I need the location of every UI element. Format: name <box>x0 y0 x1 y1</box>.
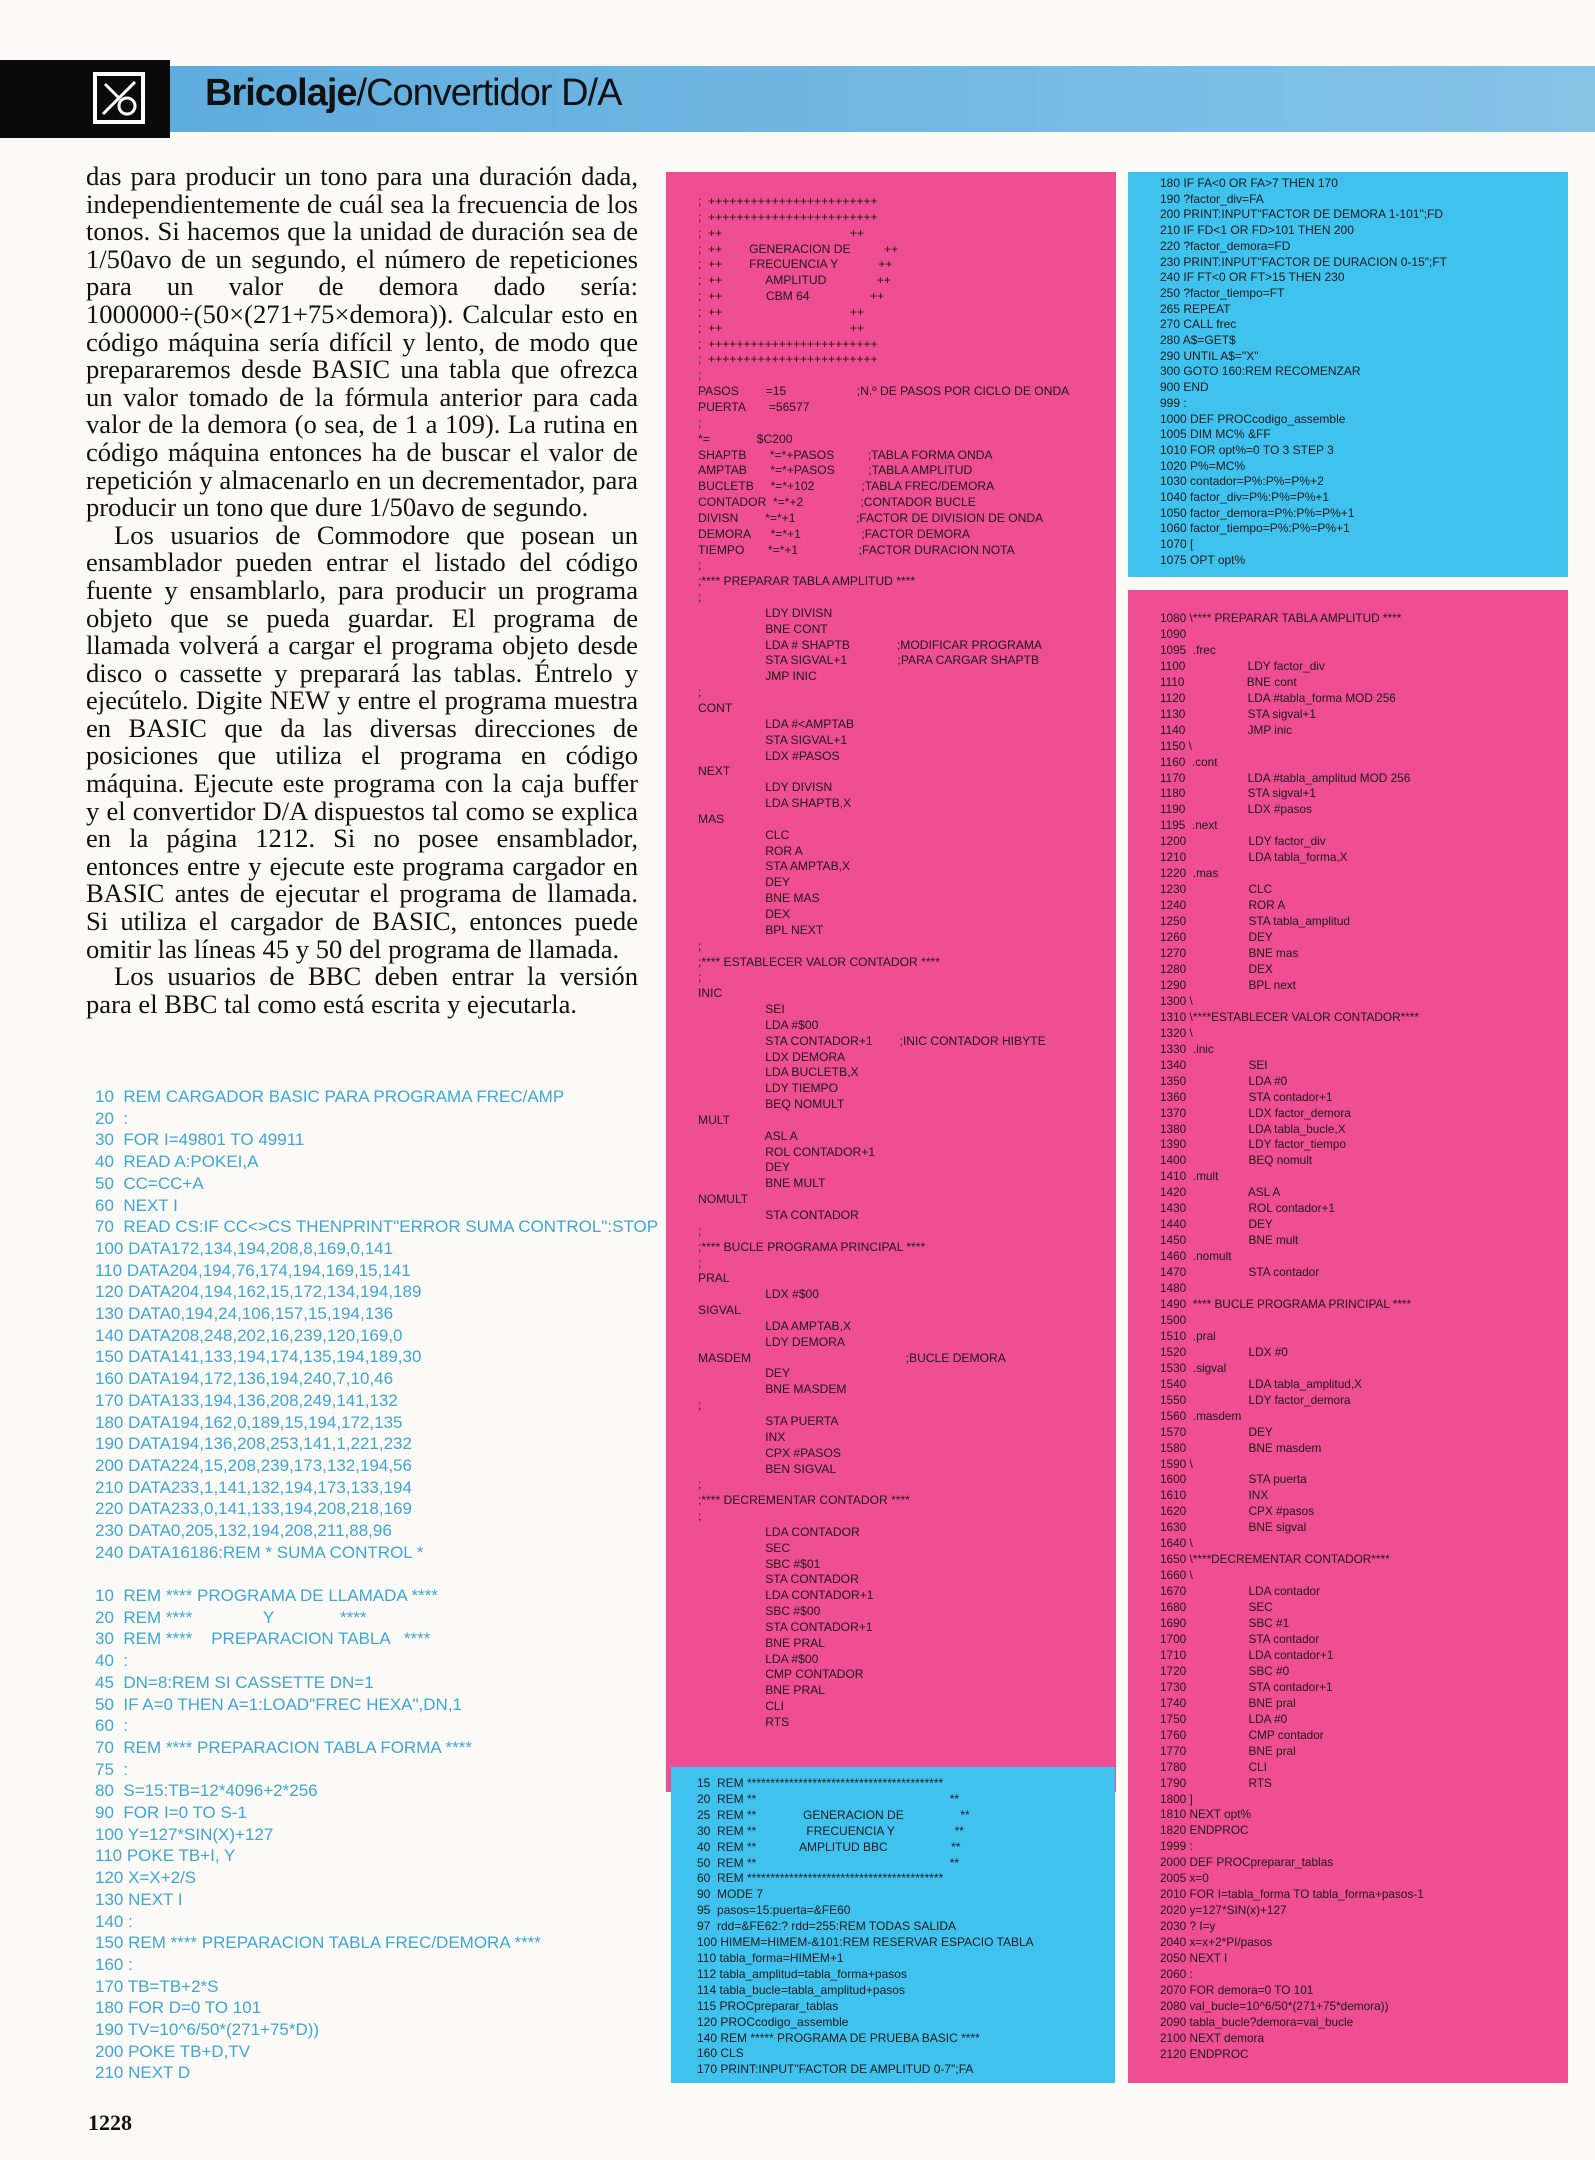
paragraph-2: Los usuarios de Commodore que posean un ensamblador pueden entrar el listado del código fuente y ensamblarlo, para producir un programa objeto que se pueda guardar. El programa de llamada volverá a cargar el programa objeto desde disco o cassette y preparará las tablas. Éntrelo y ejecútelo. Digite NEW y entre el programa muestra en BASIC que da las diversas direcciones de posiciones que utiliza el programa en código máquina. Ejecute este programa con la caja buffer y el convertidor D/A dispuestos tal como se explica en la página 1212. Si no posee ensamblador, entonces entre y ejecute este programa cargador en BASIC antes de ejecutar el programa de llamada. Si utiliza el cargador de BASIC, entonces puede omitir las líneas 45 y 50 del programa de llamada. <box>86 519 638 964</box>
section-title <box>205 72 621 115</box>
article-body <box>86 163 638 1018</box>
tools-icon <box>97 76 141 120</box>
diy-icon <box>93 72 145 124</box>
paragraph-1: das para producir un tono para una duración dada, independientemente de cuál sea la frecuencia de los tonos. Si hacemos que la unidad de duración sea de 1/50avo de un segundo, el número de repeticiones para un valor de demora dado sería: 1000000÷(50×(271+75×demora)). Calcular esto en código máquina sería difícil y lento, de modo que prepararemos desde BASIC una tabla que ofrezca un valor tomado de la fórmula anterior para cada valor de la demora (o sea, de 1 a 109). La rutina en código máquina entonces ha de buscar el valor de repetición y almacenarlo en un decrementador, para producir un tono que dure 1/50avo de segundo. <box>86 161 638 523</box>
section-name: Bricolaje <box>205 72 357 114</box>
page-number: 1228 <box>88 2110 132 2135</box>
bbc-listing-b: 180 IF FA<0 OR FA>7 THEN 170 190 ?factor_div=FA 200 PRINT:INPUT"FACTOR DE DEMORA 1-101";FD 210 IF FD<1 OR FD>101 THEN 200 220 ?factor_demora=FD 230 PRINT:INPUT"FACTOR DE DURACION 0-15";FT 240 IF FT<0 OR FT>15 THEN 230 250 ?factor_tiempo=FT 265 REPEAT 270 CALL frec 280 A$=GET$ 290 UNTIL A$="X" 300 GOTO 160:REM RECOMENZAR 900 END 999 : 1000 DEF PROCcodigo_assemble 1005 DIM MC% &FF 1010 FOR opt%=0 TO 3 STEP 3 1020 P%=MC% 1030 contador=P%:P%=P%+2 1040 factor_div=P%:P%=P%+1 1050 factor_demora=P%:P%=P%+1 1060 factor_tiempo=P%:P%=P%+1 1070 [ 1075 OPT opt% <box>1160 176 1448 567</box>
cbm64-assembler-listing: ; ++++++++++++++++++++++++ ; ++++++++++++++++++++++++ ; ++ ++ ; ++ GENERACION DE ++ ; ++ FRECUENCIA Y ++ ; ++ AMPLITUD ++ ; ++ CBM 64 ++ ; ++ ++ ; ++ ++ ; ++++++++++++++++++++++++ ; ++++++++++++++++++++++++ ; PASOS =15 ;N.º DE PASOS POR CICLO DE ONDA PUERTA =56577 ; *= $C200 SHAPTB *=*+PASOS ;TABLA FORMA ONDA AMPTAB *=*+PASOS ;TABLA AMPLITUD BUCLETB *=*+102 ;TABLA FREC/DEMORA CONTADOR *=*+2 ;CONTADOR BUCLE DIVISN *=*+1 ;FACTOR DE DIVISION DE ONDA DEMORA *=*+1 ;FACTOR DEMORA TIEMPO *=*+1 ;FACTOR DURACION NOTA ; ;**** PREPARAR TABLA AMPLITUD **** ; LDY DIVISN BNE CONT LDA # SHAPTB ;MODIFICAR PROGRAMA STA SIGVAL+1 ;PARA CARGAR SHAPTB JMP INIC ; CONT LDA #<AMPTAB STA SIGVAL+1 LDX #PASOS NEXT LDY DIVISN LDA SHAPTB,X MAS CLC ROR A STA AMPTAB,X DEY BNE MAS DEX BPL NEXT ; ;**** ESTABLECER VALOR CONTADOR **** ; INIC SEI LDA #$00 STA CONTADOR+1 ;INIC CONTADOR HIBYTE LDX DEMORA LDA BUCLETB,X LDY TIEMPO BEQ NOMULT MULT ASL A ROL CONTADOR+1 DEY BNE MULT NOMULT STA CONTADOR ; ;**** BUCLE PROGRAMA PRINCIPAL **** ; PRAL LDX #$00 SIGVAL LDA AMPTAB,X LDY DEMORA MASDEM ;BUCLE DEMORA DEY BNE MASDEM ; STA PUERTA INX CPX #PASOS BEN SIGVAL ; ;**** DECREMENTAR CONTADOR **** ; LDA CONTADOR SEC SBC #$01 STA CONTADOR LDA CONTADOR+1 SBC #$00 STA CONTADOR+1 BNE PRAL LDA #$00 CMP CONTADOR BNE PRAL CLI RTS <box>698 194 1070 1729</box>
basic-loader-listing: 10 REM CARGADOR BASIC PARA PROGRAMA FREC/AMP 20 : 30 FOR I=49801 TO 49911 40 READ A:POKEI,A 50 CC=CC+A 60 NEXT I 70 READ CS:IF CC<>CS THENPRINT"ERROR SUMA CONTROL":STOP 100 DATA172,134,194,208,8,169,0,141 110 DATA204,194,76,174,194,169,15,141 120 DATA204,194,162,15,172,134,194,189 130 DATA0,194,24,106,157,15,194,136 140 DATA208,248,202,16,239,120,169,0 150 DATA141,133,194,174,135,194,189,30 160 DATA194,172,136,194,240,7,10,46 170 DATA133,194,136,208,249,141,132 180 DATA194,162,0,189,15,194,172,135 190 DATA194,136,208,253,141,1,221,232 200 DATA224,15,208,239,173,132,194,56 210 DATA233,1,141,132,194,173,133,194 220 DATA233,0,141,133,194,208,218,169 230 DATA0,205,132,194,208,211,88,96 240 DATA16186:REM * SUMA CONTROL * <box>95 1087 659 1562</box>
paragraph-3: Los usuarios de BBC deben entrar la versión para el BBC tal como está escrita y ejecutarla. <box>86 961 638 1019</box>
bbc-listing-c: 1080 \**** PREPARAR TABLA AMPLITUD **** 1090 1095 .frec 1100 LDY factor_div 1110 BNE cont 1120 LDA #tabla_forma MOD 256 1130 STA sigval+1 1140 JMP inic 1150 \ 1160 .cont 1170 LDA #tabla_amplitud MOD 256 1180 STA sigval+1 1190 LDX #pasos 1195 .next 1200 LDY factor_div 1210 LDA tabla_forma,X 1220 .mas 1230 CLC 1240 ROR A 1250 STA tabla_amplitud 1260 DEY 1270 BNE mas 1280 DEX 1290 BPL next 1300 \ 1310 \****ESTABLECER VALOR CONTADOR**** 1320 \ 1330 .inic 1340 SEI 1350 LDA #0 1360 STA contador+1 1370 LDX factor_demora 1380 LDA tabla_bucle,X 1390 LDY factor_tiempo 1400 BEQ nomult 1410 .mult 1420 ASL A 1430 ROL contador+1 1440 DEY 1450 BNE mult 1460 .nomult 1470 STA contador 1480 1490 **** BUCLE PROGRAMA PRINCIPAL **** 1500 1510 .pral 1520 LDX #0 1530 .sigval 1540 LDA tabla_amplitud,X 1550 LDY factor_demora 1560 .masdem 1570 DEY 1580 BNE masdem 1590 \ 1600 STA puerta 1610 INX 1620 CPX #pasos 1630 BNE sigval 1640 \ 1650 \****DECREMENTAR CONTADOR**** 1660 \ 1670 LDA contador 1680 SEC 1690 SBC #1 1700 STA contador 1710 LDA contador+1 1720 SBC #0 1730 STA contador+1 1740 BNE pral 1750 LDA #0 1760 CMP contador 1770 BNE pral 1780 CLI 1790 RTS 1800 ] 1810 NEXT opt% 1820 ENDPROC 1999 : 2000 DEF PROCpreparar_tablas 2005 x=0 2010 FOR I=tabla_forma TO tabla_forma+pasos-1 2020 y=127*SIN(x)+127 2030 ? I=y 2040 x=x+2*PI/pasos 2050 NEXT I 2060 : 2070 FOR demora=0 TO 101 2080 val_bucle=10^6/50*(271+75*demora)) 2090 tabla_bucle?demora=val_bucle 2100 NEXT demora 2120 ENDPROC <box>1160 611 1424 2061</box>
calling-program-listing: 10 REM **** PROGRAMA DE LLAMADA **** 20 REM **** Y **** 30 REM **** PREPARACION TABLA **** 40 : 45 DN=8:REM SI CASSETTE DN=1 50 IF A=0 THEN A=1:LOAD"FREC HEXA",DN,1 60 : 70 REM **** PREPARACION TABLA FORMA **** 75 : 80 S=15:TB=12*4096+2*256 90 FOR I=0 TO S-1 100 Y=127*SIN(X)+127 110 POKE TB+I, Y 120 X=X+2/S 130 NEXT I 140 : 150 REM **** PREPARACION TABLA FREC/DEMORA **** 160 : 170 TB=TB+2*S 180 FOR D=0 TO 101 190 TV=10^6/50*(271+75*D)) 200 POKE TB+D,TV 210 NEXT D <box>95 1586 541 2083</box>
bbc-listing-a: 15 REM ****************************************** 20 REM ** ** 25 REM ** GENERACION DE ** 30 REM ** FRECUENCIA Y ** 40 REM ** AMPLITUD BBC ** 50 REM ** ** 60 REM ****************************************** 90 MODE 7 95 pasos=15:puerta=&FE60 97 rdd=&FE62:? rdd=255:REM TODAS SALIDA 100 HIMEM=HIMEM-&101:REM RESERVAR ESPACIO TABLA 110 tabla_forma=HIMEM+1 112 tabla_amplitud=tabla_forma+pasos 114 tabla_bucle=tabla_amplitud+pasos 115 PROCpreparar_tablas 120 PROCcodigo_assemble 140 REM ***** PROGRAMA DE PRUEBA BASIC **** 160 CLS 170 PRINT:INPUT"FACTOR DE AMPLITUD 0-7";FA <box>697 1776 1034 2077</box>
section-subtitle: /Convertidor D/A <box>356 72 622 114</box>
